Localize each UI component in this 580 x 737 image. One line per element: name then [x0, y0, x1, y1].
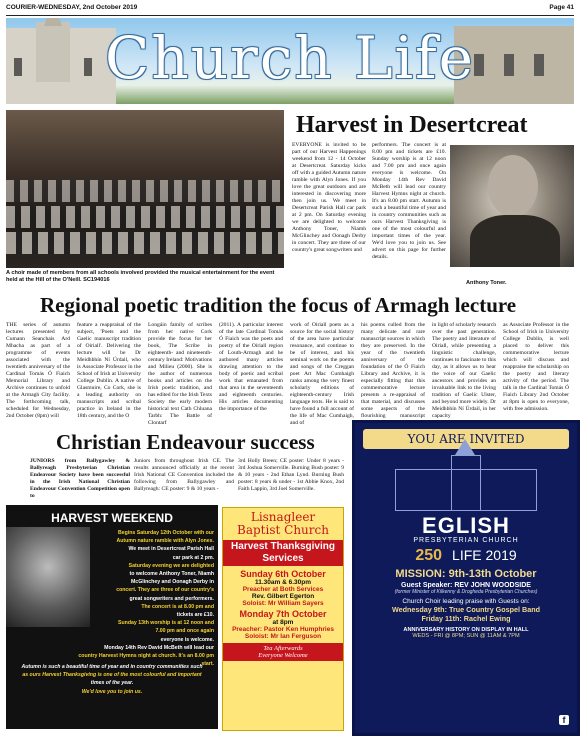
harvest-services-bar: Harvest Thanksgiving Services [223, 540, 343, 566]
page-header [6, 4, 574, 14]
sunday-time: 11.30am & 6.30pm [254, 579, 311, 586]
monday-date: Monday 7th October [239, 609, 327, 619]
publication-date: COURIER-WEDNESDAY, 2nd October 2019 [6, 4, 138, 11]
lecture-col: his poems culled from the many delicate and rare manuscript sources in which they are preserved. In the year of the twentieth anniversary of the foundation of the Ó Fiaich Library and Archive, it is especially fitting that this commemorative lecture presents a re-appraisal of that material, and discusses some aspects of the flourishing manuscript [361, 322, 425, 419]
advert-line: country Harvest Hymns night at church. It's an 8.00 pm start. [78, 653, 214, 668]
monday-time: at 8pm [272, 619, 294, 626]
friday-guest: Friday 11th: Rachel Ewing [421, 614, 511, 623]
advert-line: Autumn nature ramble with Alyn Jones. [116, 538, 214, 545]
lecture-col: Longáin family of scribes from her native Cork provide the focus for her book, The Scribe in eighteenth- and nineteenth-century Ireland: Motivations and Milieu (2000). She is the author of numerous books and articles on the Irish poetic tradition, and has edited for the Irish Texts Society the early modern historical text Cath Chluana Tarbh: The Battle of Clontarf [148, 322, 213, 426]
anniversary-badge: 250 [415, 547, 443, 564]
service-times: WEDS - FRI @ 8PM; SUN @ 11AM & 7PM [412, 633, 520, 639]
life-line [355, 547, 577, 565]
lisnagleer-advert [222, 507, 344, 731]
section-title: Church Life [105, 24, 475, 92]
mission-dates: MISSION: 9th-13th October [395, 568, 537, 580]
harvest-headline: Harvest in Desertcreat [296, 112, 528, 138]
tea-afterwards: Tea Afterwards [263, 645, 303, 652]
church-name: EGLISH [422, 513, 510, 538]
history-display: ANNIVERSARY HISTORY ON DISPLAY IN HALL [403, 627, 529, 633]
advert-title: HARVEST WEEKEND [51, 511, 173, 525]
advert-line: Autumn is such a beautiful time of year and in country communities such [21, 664, 203, 670]
facebook-icon: f [559, 715, 569, 725]
ce-article-col-3: 3rd Holly Breen; CE poster: Under 8 years - 3rd Joshua Somerville. Burning Bush poster: 9 & 10 years - 2nd Ethan Lynd. Burning Bush poster: 8 years & under - 1st Abbie Knox, 2nd Faith Lappin, 3rd Joel Somerville. [238, 458, 344, 492]
everyone-welcome: Everyone Welcome [258, 652, 308, 659]
life-2019: LIFE 2019 [452, 547, 517, 563]
advert-line: We'd love you to join us. [81, 688, 143, 695]
church-name-line-2: Baptist Church [237, 523, 329, 537]
footer-bar [223, 643, 343, 661]
lecture-article [6, 322, 574, 426]
advert-line: tickets are £10. [176, 612, 214, 619]
church-name-line-1: Lisnagleer [250, 510, 316, 524]
lecture-col: feature a reappraisal of the subject, 'Poets and the Gaelic manuscript tradition of Oiriall'. Delivering the lecture will be Dr Meidhbhín Ní Úrdail, who is Associate Professor in the School of Irish at University College Dublin. A native of Glasmuire, Co Cork, she is a leading authority on manuscripts and scribal practice in Ireland in the 18th century, and the O [77, 322, 141, 419]
ce-article-col-2: Juniors from throughout Irish CE. The results announced officially at the recent Irish National CE Convention included the following from Ballygawley and Ballyreagh: CE poster: 9 & 10 years - [134, 458, 234, 492]
advert-line: everyone is welcome. [160, 636, 214, 643]
lecture-col: as Associate Professor in the School of Irish in University College Dublin, is well placed to deliver this commemorative lecture which will discuss and reappraise the scholarship on the poetry and literary activity of the period. The talk in the Cardinal Tomás Ó Fiaich Library 2nd October at 8pm is open to everyone, with free admission. [503, 322, 569, 412]
guest-speaker: Guest Speaker: REV JOHN WOODSIDE [401, 582, 531, 589]
church-sketch [355, 449, 577, 515]
soloist-2: Soloist: Mr Ian Ferguson [244, 633, 322, 640]
page-number: Page 41 [549, 4, 574, 11]
advert-closing [10, 663, 214, 696]
harvest-article-col-1: EVERYONE is invited to be part of our Harvest Happenings weekend from 12 - 14 October at Desertcreat. Saturday kicks off with a guided Autumn nature ramble with Alyn Jones. If you love the great outdoors and are interested in discovering more then join us. We meet in Desertcreat Parish Hall car park at 2 pm. On Saturday evening we are delighted to welcome Anthony Toner, Niamh McGlinchey and Oonagh Derby in concert. They are three of our country's great songwriters and [292, 142, 366, 253]
ce-headline: Christian Endeavour success [56, 430, 315, 454]
harvest-weekend-advert [6, 505, 218, 729]
lecture-col: in light of scholarly research over the past generation. The poetry and literature of Oiriall, while presenting a linguistic challenge, continues to fascinate to this day, as it allows us to hear the voice of our Gaelic ancestors and provides an invaluable link to the living tradition of Gaelic Ulster, and beyond more widely. Dr Meidhbhín Ní Úrdail, in her capacity [432, 322, 496, 419]
portrait-caption: Anthony Toner. [466, 280, 507, 286]
header-rule [6, 15, 574, 16]
advert-line: Monday 14th Rev David McBeth will lead our [104, 644, 214, 651]
guest-note: (former Minister of Kilkenny & Drogheda Presbyterian Churches) [394, 589, 538, 595]
preacher-label: Preacher at Both Services [242, 586, 324, 593]
choir-photo-caption: A choir made of members from all schools involved provided the musical entertainment for the event held at the Hill of the O'Neill. SC194016 [6, 270, 275, 283]
you-are-invited: YOU ARE INVITED [363, 429, 569, 449]
ce-article-lead: JUNIORS from Ballygawley & Ballyreagh Presbyterian Christian Endeavour Society have been successful in the Irish National Christian Endeavour Convention Competition open to [30, 458, 130, 499]
advert-line: concert. They are three of our country's [116, 587, 214, 594]
advert-line: The concert is at 8.00 pm and [141, 603, 214, 610]
advert-line: to welcome Anthony Toner, Niamh [129, 571, 214, 578]
lecture-col: THE series of autumn lectures presented by Cumann Seanchais Ard Mhacha as part of a programme of events associated with the twentieth anniversary of the Cardinal Tomás Ó Fiaich Memorial Library and Archive continues to unfold at the Armagh City facility. The forthcoming talk, scheduled for Wednesday, 2nd October (8pm) will [6, 322, 70, 419]
advert-line: Begins Saturday 12th October with our [118, 530, 214, 536]
anthony-toner-photo [450, 145, 574, 267]
soloist: Soloist: Mr William Sayers [242, 600, 324, 607]
preacher-2: Preacher: Pastor Ken Humphries [232, 626, 334, 633]
advert-line: We meet in Desertcreat Parish Hall [128, 546, 214, 553]
advert-line: 7.00 pm and once again [155, 628, 214, 635]
eglish-advert [352, 420, 580, 736]
church-subtitle: PRESBYTERIAN CHURCH [413, 537, 519, 544]
wednesday-guest: Wednesday 9th: True Country Gospel Band [391, 605, 541, 614]
lecture-headline: Regional poetic tradition the focus of Armagh lecture [40, 293, 517, 317]
advert-line: as ours Harvest Thanksgiving is one of the most colourful and important [22, 672, 202, 679]
advert-line: car park at 2 pm. [172, 554, 214, 561]
choir-photo [6, 110, 284, 268]
advert-line: Saturday evening we are delighted [128, 562, 214, 569]
choir-line: Church Choir leading praise with Guests on: [402, 598, 530, 605]
advert-details [70, 529, 214, 668]
lecture-col: work of Oiriall poets as a source for the social history of the area have particular resonance, and continue to be of interest, and his seminal work on the poems and songs of the Creggan poet Art Mac Cumhaigh ranks among the very finest scholarly editions of eighteenth-century Irish language texts. He is said to have found a full account of the life of Mac Cumhaigh, and of [290, 322, 354, 426]
church-name [223, 511, 343, 537]
church-life-banner [6, 18, 574, 104]
advert-line: Sunday 13th worship is at 12 noon and [118, 620, 214, 627]
lecture-col: (2011). A particular interest of the late Cardinal Tomás Ó Fiaich was the poets and poetry of the Oiriall region of Louth-Armagh and he authored many articles drawing attention to the body of poetic and scribal work that emanated from that area in the seventeenth and eighteenth centuries. His articles documenting the importance of the [219, 322, 283, 412]
sunday-date: Sunday 6th October [240, 569, 326, 579]
preacher: Rev. Gilbert Egerton [251, 593, 315, 600]
harvest-article-col-2: performers. The concert is at 8.00 pm and tickets are £10. Sunday worship is at 12 noon and 7.00 pm and once again everyone is welcome. On Monday 14th Rev David McBeth will lead our country Harvest Hymns night at church. It's an 8.00 pm start. Autumn is such a beautiful time of year and in country communities such as ours Harvest Thanksgiving is one of the most colourful and important times of the year. We'd love you to join us. See advert on this page for further details. [372, 142, 446, 260]
advert-line: McGlinchey and Oonagh Derby in [130, 579, 214, 586]
advert-line: times of the year. [90, 680, 134, 687]
advert-line: great songwriters and performers. [129, 595, 214, 602]
